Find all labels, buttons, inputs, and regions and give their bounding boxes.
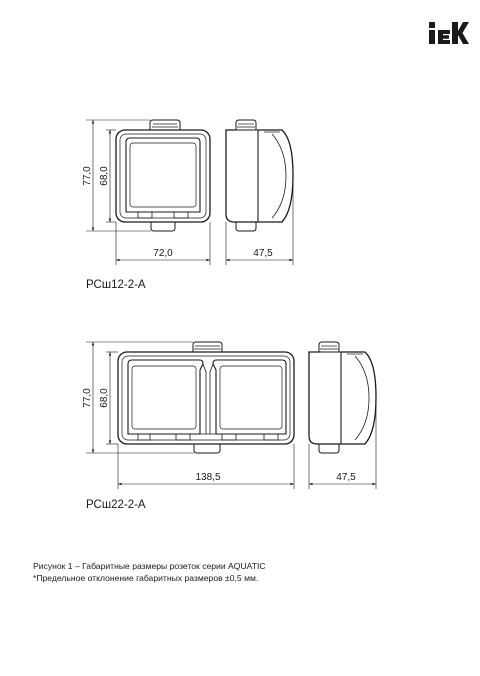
single-height-inner-label: 68,0 <box>99 166 110 186</box>
single-side-view <box>226 120 293 231</box>
double-model-label: РСш22-2-А <box>86 499 146 511</box>
double-front-view <box>118 342 294 453</box>
single-front-view <box>116 120 210 231</box>
single-model-label: РСш12-2-А <box>86 279 146 291</box>
double-height-outer-label: 77,0 <box>82 388 93 408</box>
tolerance-note: *Предельное отклонение габаритных размеров ±0,5 мм. <box>33 573 259 583</box>
double-front-dimensions <box>86 342 294 489</box>
double-depth-label: 47,5 <box>336 472 356 483</box>
single-width-label: 72,0 <box>153 248 173 259</box>
single-depth-label: 47,5 <box>253 248 273 259</box>
double-width-label: 138,5 <box>195 472 221 483</box>
single-front-dimensions <box>86 120 210 265</box>
single-height-outer-label: 77,0 <box>82 166 93 186</box>
figure-caption: Рисунок 1 – Габаритные размеры розеток серии AQUATIC <box>33 561 266 571</box>
double-side-view <box>309 342 376 453</box>
double-height-inner-label: 68,0 <box>99 388 110 408</box>
